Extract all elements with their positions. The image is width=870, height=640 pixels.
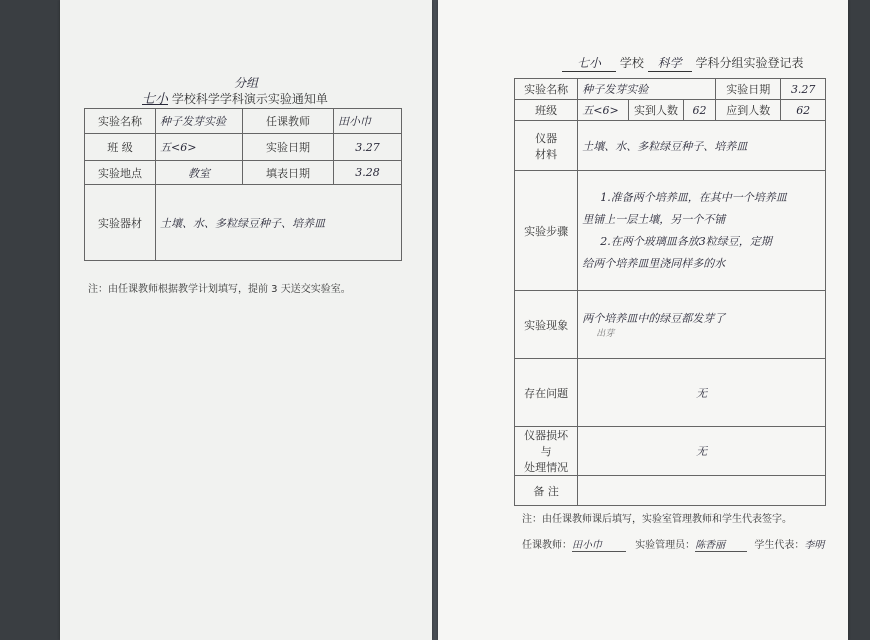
steps-line-1: 1.准备两个培养皿，在其中一个培养皿 [600, 190, 787, 204]
right-form-title [562, 54, 804, 72]
label-r-problems: 存在问题 [515, 359, 578, 427]
label-r-actual: 实到人数 [629, 100, 684, 121]
label-r-damage-line1: 仪器损坏与 [524, 429, 569, 458]
value-class: 五<6> [156, 134, 243, 161]
right-subject: 科学 [648, 54, 692, 72]
label-r-instruments [515, 121, 578, 171]
right-school-name: 七小 [562, 54, 616, 72]
value-r-actual: 62 [683, 100, 715, 121]
label-r-instruments-line1: 仪器 [535, 131, 558, 145]
label-equipment: 实验器材 [85, 185, 156, 261]
value-location: 教室 [156, 161, 243, 185]
value-r-experiment-name: 种子发芽实验 [578, 79, 716, 100]
value-experiment-date: 3.27 [334, 134, 402, 161]
desk-background-right [848, 0, 870, 640]
label-location: 实验地点 [85, 161, 156, 185]
value-r-class: 五<6> [578, 100, 629, 121]
label-fill-date: 填表日期 [243, 161, 334, 185]
label-r-experiment-name: 实验名称 [515, 79, 578, 100]
registration-form-sheet [438, 0, 848, 640]
steps-line-2: 里铺上一层土壤，另一个不铺 [582, 212, 726, 226]
left-school-name: 七小 [142, 92, 169, 107]
phenomenon-scribble: 出芽 [596, 329, 615, 339]
value-r-instruments: 土壤、水、多粒绿豆种子、培养皿 [578, 121, 826, 171]
value-fill-date: 3.28 [334, 161, 402, 185]
left-title-overwrite: 分组 [234, 76, 259, 90]
left-form-note: 注：由任课教师根据教学计划填写，提前 3 天送交实验室。 [88, 284, 351, 295]
value-experiment-name: 种子发芽实验 [156, 109, 243, 134]
steps-line-3: 2.在两个玻璃皿各放3粒绿豆，定期 [600, 234, 772, 248]
right-title-text: 学科分组实验登记表 [695, 56, 804, 70]
left-title-text: 学校科学学科演示实验通知单 [171, 92, 328, 106]
desk-background-left [0, 0, 60, 640]
label-r-steps: 实验步骤 [515, 171, 578, 291]
value-teacher: 田小巾 [334, 109, 402, 134]
value-equipment: 土壤、水、多粒绿豆种子、培养皿 [156, 185, 402, 261]
sign-teacher-label: 任课教师： [522, 540, 572, 551]
label-experiment-date: 实验日期 [243, 134, 334, 161]
label-r-instruments-line2: 材料 [535, 147, 558, 161]
right-form-table [514, 78, 826, 506]
value-r-damage: 无 [578, 427, 826, 476]
steps-line-4: 给两个培养皿里浇同样多的水 [582, 256, 726, 270]
sign-teacher-value: 田小巾 [572, 536, 626, 552]
sign-student-label: 学生代表： [754, 540, 805, 551]
label-class: 班 级 [85, 134, 156, 161]
value-r-date: 3.27 [781, 79, 826, 100]
label-r-date: 实验日期 [716, 79, 781, 100]
signature-row [522, 536, 824, 552]
label-experiment-name: 实验名称 [85, 109, 156, 134]
value-r-steps [578, 171, 826, 291]
value-r-expected: 62 [781, 100, 826, 121]
phenomenon-text: 两个培养皿中的绿豆都发芽了 [582, 312, 726, 325]
right-form-note: 注：由任课教师课后填写，实验室管理教师和学生代表签字。 [522, 514, 792, 525]
label-r-expected: 应到人数 [716, 100, 781, 121]
value-r-phenomenon [578, 291, 826, 359]
label-teacher: 任课教师 [243, 109, 334, 134]
notification-form-sheet [60, 0, 432, 640]
label-r-remarks: 备 注 [515, 476, 578, 506]
label-r-class: 班级 [515, 100, 578, 121]
label-r-damage-line2: 处理情况 [524, 461, 569, 474]
value-r-remarks [578, 476, 826, 506]
value-r-problems: 无 [578, 359, 826, 427]
sign-student-value: 李明 [804, 540, 825, 551]
sign-admin-value: 陈香丽 [695, 536, 747, 552]
label-r-phenomenon: 实验现象 [515, 291, 578, 359]
label-r-damage [515, 427, 578, 476]
sign-admin-label: 实验管理员： [635, 540, 696, 551]
left-form-table [84, 108, 402, 261]
right-title-school-word: 学校 [619, 56, 644, 70]
